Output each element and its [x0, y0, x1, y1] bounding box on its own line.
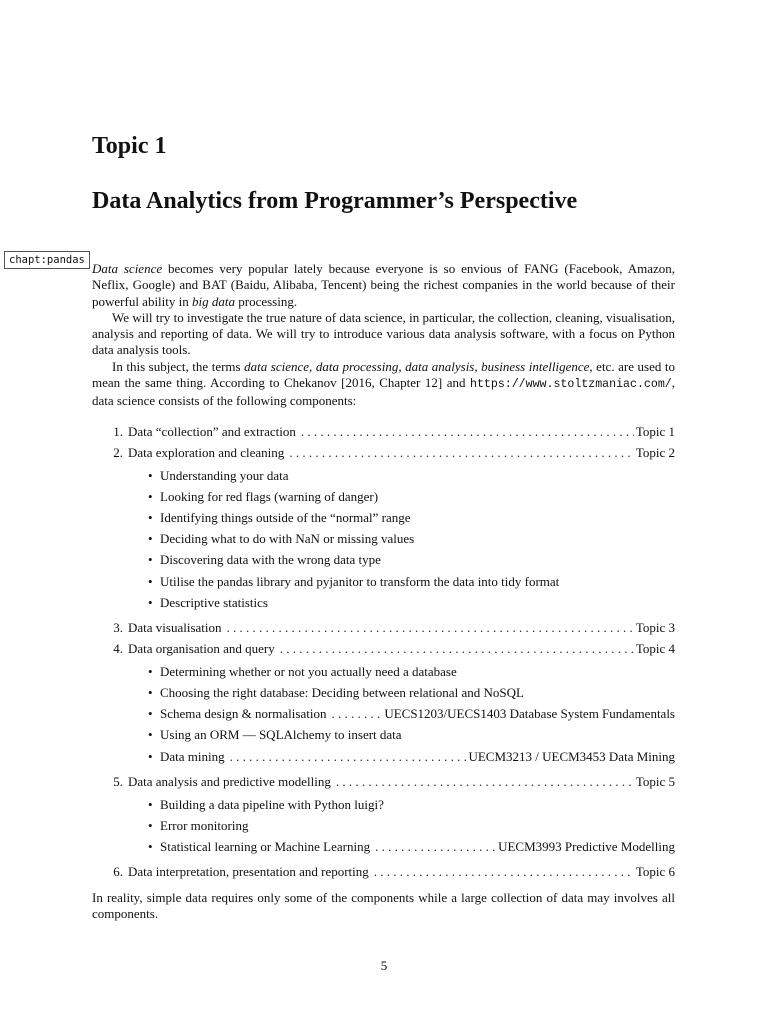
bullet-icon: •: [148, 594, 153, 610]
intro-paragraph-2: We will try to investigate the true nature of data science, in particular, the collection, cleaning, visualisation, analysis and reporting of data. We will try to introduce various data analysis software, with a focus on Python data analysis tools.: [92, 309, 675, 358]
component-row: [92, 423, 675, 440]
component-row: [92, 619, 675, 636]
component-label: Data organisation and query: [128, 640, 275, 656]
sub-item-label: Statistical learning or Machine Learning: [160, 838, 371, 854]
sub-item-label: Looking for red flags (warning of danger): [160, 488, 379, 504]
sub-item: [148, 726, 675, 743]
term-big-data: big data: [192, 293, 235, 309]
page-number: 5: [380, 958, 388, 973]
sub-item-row: [148, 573, 675, 590]
bullet-icon: •: [148, 531, 153, 547]
bullet-icon: •: [148, 706, 153, 722]
sub-item-label: Error monitoring: [160, 817, 249, 833]
component-label: Data exploration and cleaning: [128, 444, 285, 460]
sub-item-row: [148, 530, 675, 547]
sub-item-row: [148, 748, 675, 765]
sub-item-row: [148, 796, 675, 813]
chapter-title: Data Analytics from Programmer’s Perspective: [92, 188, 578, 214]
bullet-icon: •: [148, 684, 153, 700]
intro-paragraph-1: Data science becomes very popular lately because everyone is so envious of FANG (Facebook, Amazon, Neflix, Google) and BAT (Baidu, Alibaba, Tencent) being the richest companies in the world because of their powerful ability in big data processing.: [92, 261, 675, 309]
chapter-label-tag: chapt:pandas: [4, 251, 90, 269]
sub-item-row: [148, 488, 675, 505]
sub-item: [148, 705, 675, 722]
body-text: [92, 261, 675, 923]
sub-item-label: Determining whether or not you actually need a database: [160, 663, 457, 679]
bullet-icon: •: [148, 838, 153, 854]
sub-item-target: UECS1203/UECS1403 Database System Fundamentals: [384, 706, 675, 722]
bullet-icon: •: [148, 510, 153, 526]
component-target: Topic 1: [635, 423, 675, 439]
sub-item: [148, 467, 675, 484]
component-target: Topic 3: [635, 619, 675, 635]
sub-item-row: [148, 684, 675, 701]
sub-item-label: Deciding what to do with NaN or missing values: [160, 531, 415, 547]
component-row: [92, 640, 675, 657]
dot-leader: [375, 838, 496, 855]
dot-leader: [280, 640, 634, 657]
bullet-icon: •: [148, 817, 153, 833]
component-label: Data analysis and predictive modelling: [128, 773, 331, 789]
component-target: Topic 4: [635, 640, 675, 656]
sub-item-label: Building a data pipeline with Python luigi?: [160, 796, 384, 812]
component-target: Topic 6: [635, 863, 675, 879]
components-list: [92, 423, 675, 880]
component-number: 6.: [113, 863, 123, 879]
sub-list: [92, 663, 675, 765]
sub-item-row: [148, 594, 675, 611]
component-item: [92, 773, 675, 855]
sub-item-label: Understanding your data: [160, 467, 289, 483]
dot-leader: [331, 705, 382, 722]
component-label: Data interpretation, presentation and reporting: [128, 863, 369, 879]
sub-item: [148, 551, 675, 568]
dot-leader: [227, 619, 634, 636]
sub-item: [148, 663, 675, 680]
dot-leader: [301, 423, 634, 440]
component-row: [92, 444, 675, 461]
bullet-icon: •: [148, 663, 153, 679]
sub-item-label: Data mining: [160, 748, 225, 764]
component-number: 1.: [113, 423, 123, 439]
closing-paragraph: In reality, simple data requires only some of the components while a large collection of data may involves all components.: [92, 889, 675, 922]
reference-url-link[interactable]: https://www.stoltzmaniac.com/: [469, 378, 672, 392]
sub-item: [148, 530, 675, 547]
component-item: [92, 619, 675, 636]
sub-item-label: Descriptive statistics: [160, 594, 268, 610]
sub-item-row: [148, 467, 675, 484]
bullet-icon: •: [148, 796, 153, 812]
component-item: [92, 423, 675, 440]
bullet-icon: •: [148, 488, 153, 504]
sub-item-label: Identifying things outside of the “normal” range: [160, 510, 411, 526]
component-label: Data visualisation: [128, 619, 222, 635]
sub-item: [148, 838, 675, 855]
sub-item: [148, 817, 675, 834]
bullet-icon: •: [148, 573, 153, 589]
component-number: 2.: [113, 444, 123, 460]
sub-item-target: UECM3993 Predictive Modelling: [498, 838, 675, 854]
sub-item-label: Discovering data with the wrong data type: [160, 552, 381, 568]
dot-leader: [336, 773, 634, 790]
sub-item-row: [148, 509, 675, 526]
bullet-icon: •: [148, 467, 153, 483]
sub-list: [92, 467, 675, 611]
component-item: [92, 640, 675, 765]
sub-item-row: [148, 838, 675, 855]
topic-label: Topic 1: [92, 133, 167, 159]
sub-item-row: [148, 705, 675, 722]
term-data-science: Data science: [92, 261, 163, 276]
sub-item-label: Utilise the pandas library and pyjanitor to transform the data into tidy format: [160, 573, 560, 589]
sub-item: [148, 509, 675, 526]
sub-item: [148, 796, 675, 813]
sub-list: [92, 796, 675, 855]
sub-item-row: [148, 817, 675, 834]
terms-list: data science, data processing, data analysis, business intelligence,: [244, 358, 593, 374]
component-target: Topic 2: [635, 444, 675, 460]
component-number: 5.: [113, 773, 123, 789]
component-number: 4.: [113, 640, 123, 656]
sub-item: [148, 573, 675, 590]
sub-item: [148, 488, 675, 505]
bullet-icon: •: [148, 552, 153, 568]
component-item: [92, 444, 675, 611]
dot-leader: [289, 444, 634, 461]
component-target: Topic 5: [635, 773, 675, 789]
sub-item: [148, 748, 675, 765]
sub-item-label: Schema design & normalisation: [160, 706, 327, 722]
dot-leader: [374, 863, 634, 880]
component-item: [92, 863, 675, 880]
component-label: Data “collection” and extraction: [128, 423, 296, 439]
sub-item: [148, 594, 675, 611]
sub-item-target: UECM3213 / UECM3453 Data Mining: [468, 748, 675, 764]
component-row: [92, 863, 675, 880]
sub-item-label: Using an ORM — SQLAlchemy to insert data: [160, 727, 402, 743]
component-row: [92, 773, 675, 790]
sub-item-row: [148, 551, 675, 568]
component-number: 3.: [113, 619, 123, 635]
sub-item-row: [148, 663, 675, 680]
sub-item-row: [148, 726, 675, 743]
sub-item: [148, 684, 675, 701]
bullet-icon: •: [148, 748, 153, 764]
intro-paragraph-3: In this subject, the terms data science, data processing, data analysis, business intelligence, etc. are used to mean the same thing. According to Chekanov [2016, Chapter 12] and https://www.stoltzmaniac.com/, data science consists of the following components:: [92, 358, 675, 409]
dot-leader: [230, 748, 467, 765]
sub-item-label: Choosing the right database: Deciding between relational and NoSQL: [160, 684, 524, 700]
bullet-icon: •: [148, 727, 153, 743]
